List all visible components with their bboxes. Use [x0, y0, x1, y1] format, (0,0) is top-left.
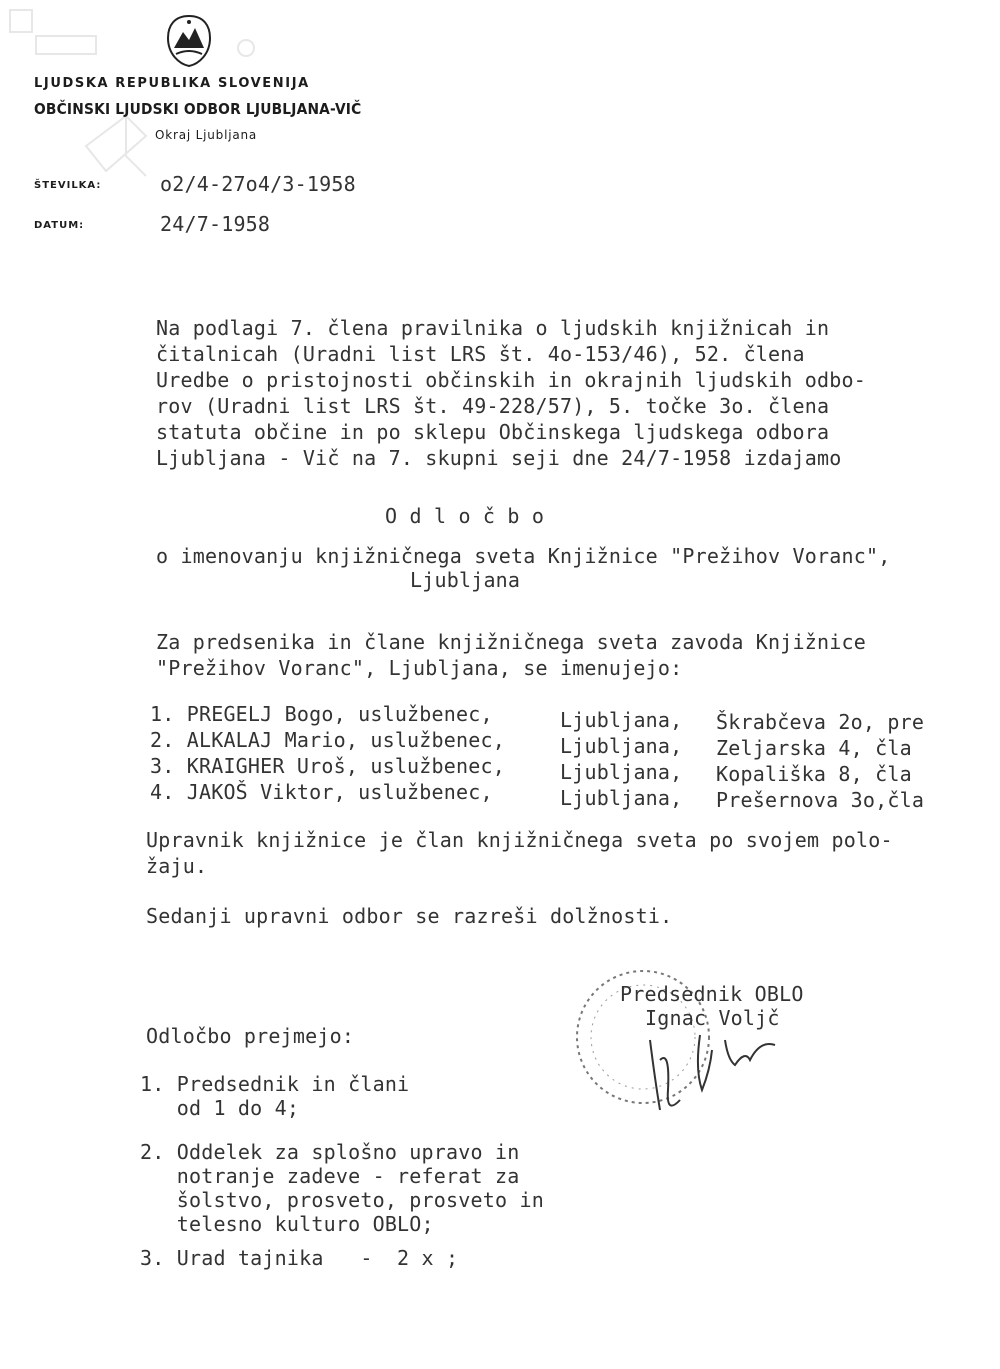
header-republic: LJUDSKA REPUBLIKA SLOVENIJA — [34, 76, 310, 91]
member-city: Ljubljana, — [560, 708, 683, 732]
appointment-line: "Prežihov Voranc", Ljubljana, se imenujejo: — [156, 656, 683, 680]
dismissal-text: Sedanji upravni odbor se razreši dolžnosti. — [146, 904, 673, 928]
intro-line: Ljubljana - Vič na 7. skupni seji dne 24/7-1958 izdajamo — [156, 446, 842, 470]
member-name: 2. ALKALAJ Mario, uslužbenec, — [150, 728, 505, 752]
recipient-line: 1. Predsednik in člani — [140, 1072, 410, 1096]
header-committee: OBČINSKI LJUDSKI ODBOR LJUBLJANA-VIČ — [34, 100, 362, 118]
member-name: 1. PREGELJ Bogo, uslužbenec, — [150, 702, 493, 726]
recipients-heading: Odločbo prejmejo: — [146, 1024, 355, 1048]
decision-title: O d l o č b o — [385, 504, 545, 528]
header-district: Okraj Ljubljana — [155, 128, 258, 142]
manager-line: Upravnik knjižnice je član knjižničnega sveta po svojem polo- — [146, 828, 893, 852]
number-value: o2/4-27o4/3-1958 — [160, 172, 356, 196]
decision-subtitle: o imenovanju knjižničnega sveta Knjižnice "Prežihov Voranc", — [156, 544, 891, 568]
date-label: DATUM: — [34, 220, 85, 231]
handwritten-signature-icon — [640, 1020, 790, 1120]
recipient-line: šolstvo, prosveto, prosveto in — [140, 1188, 544, 1212]
signature-name: Ignac Voljč — [645, 1006, 780, 1030]
number-label: ŠTEVILKA: — [34, 180, 102, 191]
recipient-line: 3. Urad tajnika - 2 x ; — [140, 1246, 459, 1270]
member-city: Ljubljana, — [560, 786, 683, 810]
recipient-line: od 1 do 4; — [140, 1096, 300, 1120]
member-address: Škrabčeva 2o, pre — [716, 710, 925, 734]
intro-line: rov (Uradni list LRS št. 49-228/57), 5. točke 3o. člena — [156, 394, 830, 418]
member-address: Kopališka 8, čla — [716, 762, 912, 786]
member-name: 3. KRAIGHER Uroš, uslužbenec, — [150, 754, 505, 778]
date-value: 24/7-1958 — [160, 212, 271, 236]
appointment-line: Za predsenika in člane knjižničnega sveta zavoda Knjižnice — [156, 630, 866, 654]
member-name: 4. JAKOŠ Viktor, uslužbenec, — [150, 780, 493, 804]
intro-line: Na podlagi 7. člena pravilnika o ljudskih knjižnicah in — [156, 316, 830, 340]
member-address: Zeljarska 4, čla — [716, 736, 912, 760]
member-city: Ljubljana, — [560, 734, 683, 758]
intro-line: Uredbe o pristojnosti občinskih in okrajnih ljudskih odbo- — [156, 368, 866, 392]
manager-line: žaju. — [146, 854, 208, 878]
signature-title: Predsednik OBLO — [620, 982, 804, 1006]
decision-subtitle-city: Ljubljana — [410, 568, 521, 592]
recipient-line: telesno kulturo OBLO; — [140, 1212, 434, 1236]
intro-line: statuta občine in po sklepu Občinskega ljudskega odbora — [156, 420, 830, 444]
member-city: Ljubljana, — [560, 760, 683, 784]
recipient-line: notranje zadeve - referat za — [140, 1164, 520, 1188]
recipient-line: 2. Oddelek za splošno upravo in — [140, 1140, 520, 1164]
member-address: Prešernova 3o,čla — [716, 788, 925, 812]
intro-line: čitalnicah (Uradni list LRS št. 4o-153/46), 52. člena — [156, 342, 805, 366]
coat-of-arms-icon — [166, 14, 212, 68]
